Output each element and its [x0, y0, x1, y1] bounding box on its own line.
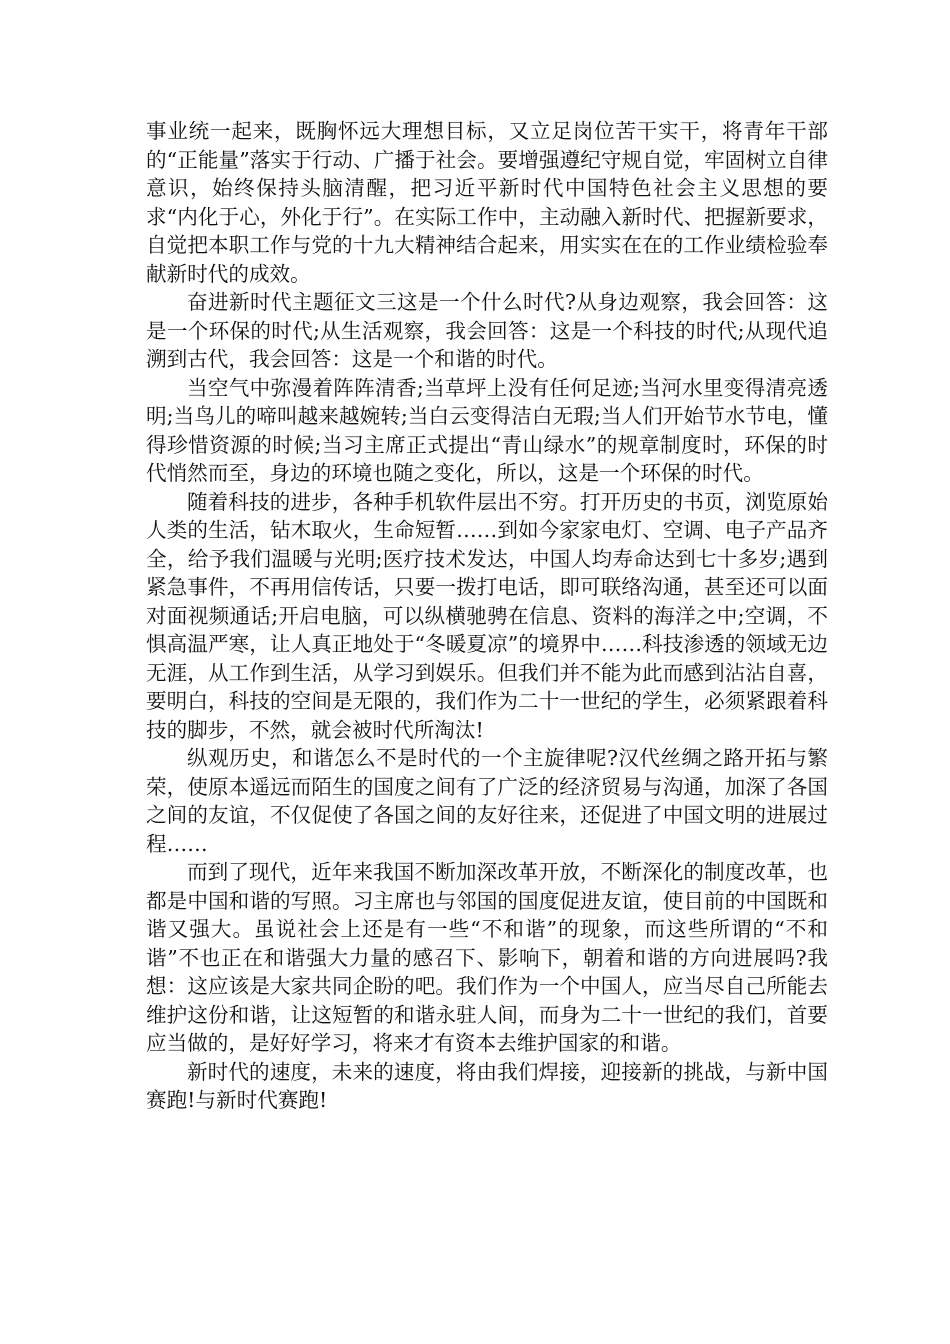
paragraph-modern-harmony: 而到了现代，近年来我国不断加深改革开放，不断深化的制度改革，也都是中国和谐的写照。习主席也与邻国的国度促进友谊，使目前的中国既和谐又强大。虽说社会上还是有一些“不和谐”的现象，而这些所谓的“不和谐”不也正在和谐强大力量的感召下、影响下，朝着和谐的方向进展吗?我想：这应该是大家共同企盼的吧。我们作为一个中国人，应当尽自己所能去维护这份和谐，让这短暂的和谐永驻人间，而身为二十一世纪的我们，首要应当做的，是好好学习，将来才有资本去维护国家的和谐。 — [146, 860, 828, 1055]
paragraph-essay-intro: 奋进新时代主题征文三这是一个什么时代?从身边观察，我会回答：这是一个环保的时代;从生活观察，我会回答：这是一个科技的时代;从现代追溯到古代，我会回答：这是一个和谐的时代。 — [146, 290, 828, 371]
paragraph-conclusion: 新时代的速度，未来的速度，将由我们焊接，迎接新的挑战，与新中国赛跑!与新时代赛跑! — [146, 1059, 828, 1112]
paragraph-technology: 随着科技的进步，各种手机软件层出不穷。打开历史的书页，浏览原始人类的生活，钻木取火，生命短暂……到如今家家电灯、空调、电子产品齐全，给予我们温暖与光明;医疗技术发达，中国人均寿命达到七十多岁;遇到紧急事件，不再用信传话，只要一拨打电话，即可联络沟通，甚至还可以面对面视频通话;开启电脑，可以纵横驰骋在信息、资料的海洋之中;空调，不惧高温严寒，让人真正地处于“冬暖夏凉”的境界中……科技渗透的领域无边无涯，从工作到生活，从学习到娱乐。但我们并不能为此而感到沾沾自喜，要明白，科技的空间是无限的，我们作为二十一世纪的学生，必须紧跟着科技的脚步，不然，就会被时代所淘汰! — [146, 489, 828, 742]
paragraph-continuation: 事业统一起来，既胸怀远大理想目标，又立足岗位苦干实干，将青年干部的“正能量”落实于行动、广播于社会。要增强遵纪守规自觉，牢固树立自律意识，始终保持头脑清醒，把习近平新时代中国特色社会主义思想的要求“内化于心，外化于行”。在实际工作中，主动融入新时代、把握新要求，自觉把本职工作与党的十九大精神结合起来，用实实在在的工作业绩检验奉献新时代的成效。 — [146, 119, 828, 286]
document-body — [146, 117, 828, 1115]
paragraph-history-harmony: 纵观历史，和谐怎么不是时代的一个主旋律呢?汉代丝绸之路开拓与繁荣，使原本遥远而陌生的国度之间有了广泛的经济贸易与沟通，加深了各国之间的友谊，不仅促使了各国之间的友好往来，还促进了中国文明的进展过程…… — [146, 746, 828, 856]
paragraph-environment: 当空气中弥漫着阵阵清香;当草坪上没有任何足迹;当河水里变得清亮透明;当鸟儿的啼叫越来越婉转;当白云变得洁白无瑕;当人们开始节水节电，懂得珍惜资源的时候;当习主席正式提出“青山绿水”的规章制度时，环保的时代悄然而至，身边的环境也随之变化，所以，这是一个环保的时代。 — [146, 375, 828, 485]
